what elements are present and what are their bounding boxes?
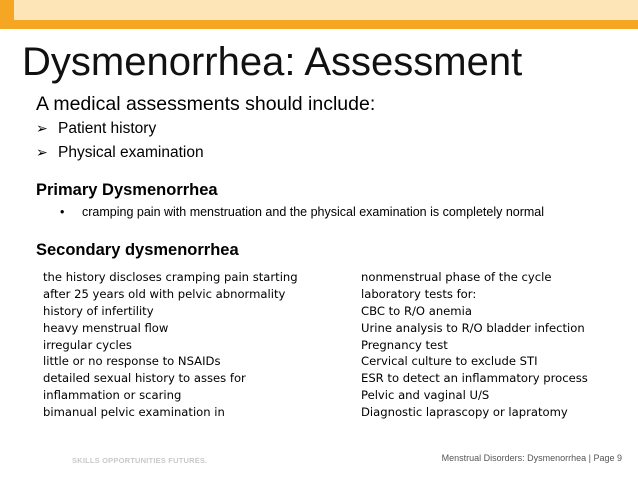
list-item: heavy menstrual flow: [43, 320, 169, 335]
list-item: inflammation or scaring: [43, 388, 182, 403]
list-item: the history discloses cramping pain starting: [43, 270, 298, 284]
list-item: ESR to detect an inflammatory process: [361, 371, 588, 386]
list-item: after 25 years old with pelvic abnormality: [43, 286, 286, 301]
primary-heading: Primary Dysmenorrhea: [36, 181, 218, 199]
list-item: Cervical culture to exclude STI: [361, 354, 538, 369]
list-item: Pelvic and vaginal U/S: [361, 388, 490, 403]
primary-item-text: cramping pain with menstruation and the physical examination is completely normal: [82, 205, 545, 219]
list-item: detailed sexual history to asses for: [43, 371, 246, 386]
intro-text: A medical assessments should include:: [36, 93, 376, 115]
list-item: Diagnostic laprascopy or lapratomy: [361, 405, 568, 420]
bullet-item: [36, 142, 204, 163]
list-item: laboratory tests for:: [361, 286, 477, 301]
primary-item: [60, 204, 544, 220]
arrow-bullet-icon: ➢: [36, 144, 48, 160]
header-bar-highlight: [14, 0, 638, 20]
list-item: little or no response to NSAIDs: [43, 354, 221, 369]
footer-page-label: Menstrual Disorders: Dysmenorrhea | Page 9: [441, 453, 622, 463]
dot-bullet-icon: •: [60, 205, 65, 219]
secondary-right-column: [361, 269, 588, 421]
bullet-item: [36, 118, 156, 139]
bullet-text: Patient history: [58, 120, 157, 137]
arrow-bullet-icon: ➢: [36, 120, 48, 136]
header-bar: [0, 0, 638, 29]
list-item: Urine analysis to R/O bladder infection: [361, 320, 585, 335]
list-item: CBC to R/O anemia: [361, 303, 472, 318]
list-item: nonmenstrual phase of the cycle: [361, 270, 552, 284]
slide-title: Dysmenorrhea: Assessment: [22, 40, 523, 84]
list-item: history of infertility: [43, 303, 154, 318]
list-item: Pregnancy test: [361, 337, 448, 352]
secondary-heading: Secondary dysmenorrhea: [36, 241, 239, 259]
secondary-left-column: [43, 269, 298, 421]
list-item: bimanual pelvic examination in: [43, 405, 225, 420]
list-item: irregular cycles: [43, 337, 132, 352]
bullet-text: Physical examination: [58, 144, 204, 161]
footer-logo: SKILLS OPPORTUNITIES FUTURES.: [72, 456, 208, 465]
